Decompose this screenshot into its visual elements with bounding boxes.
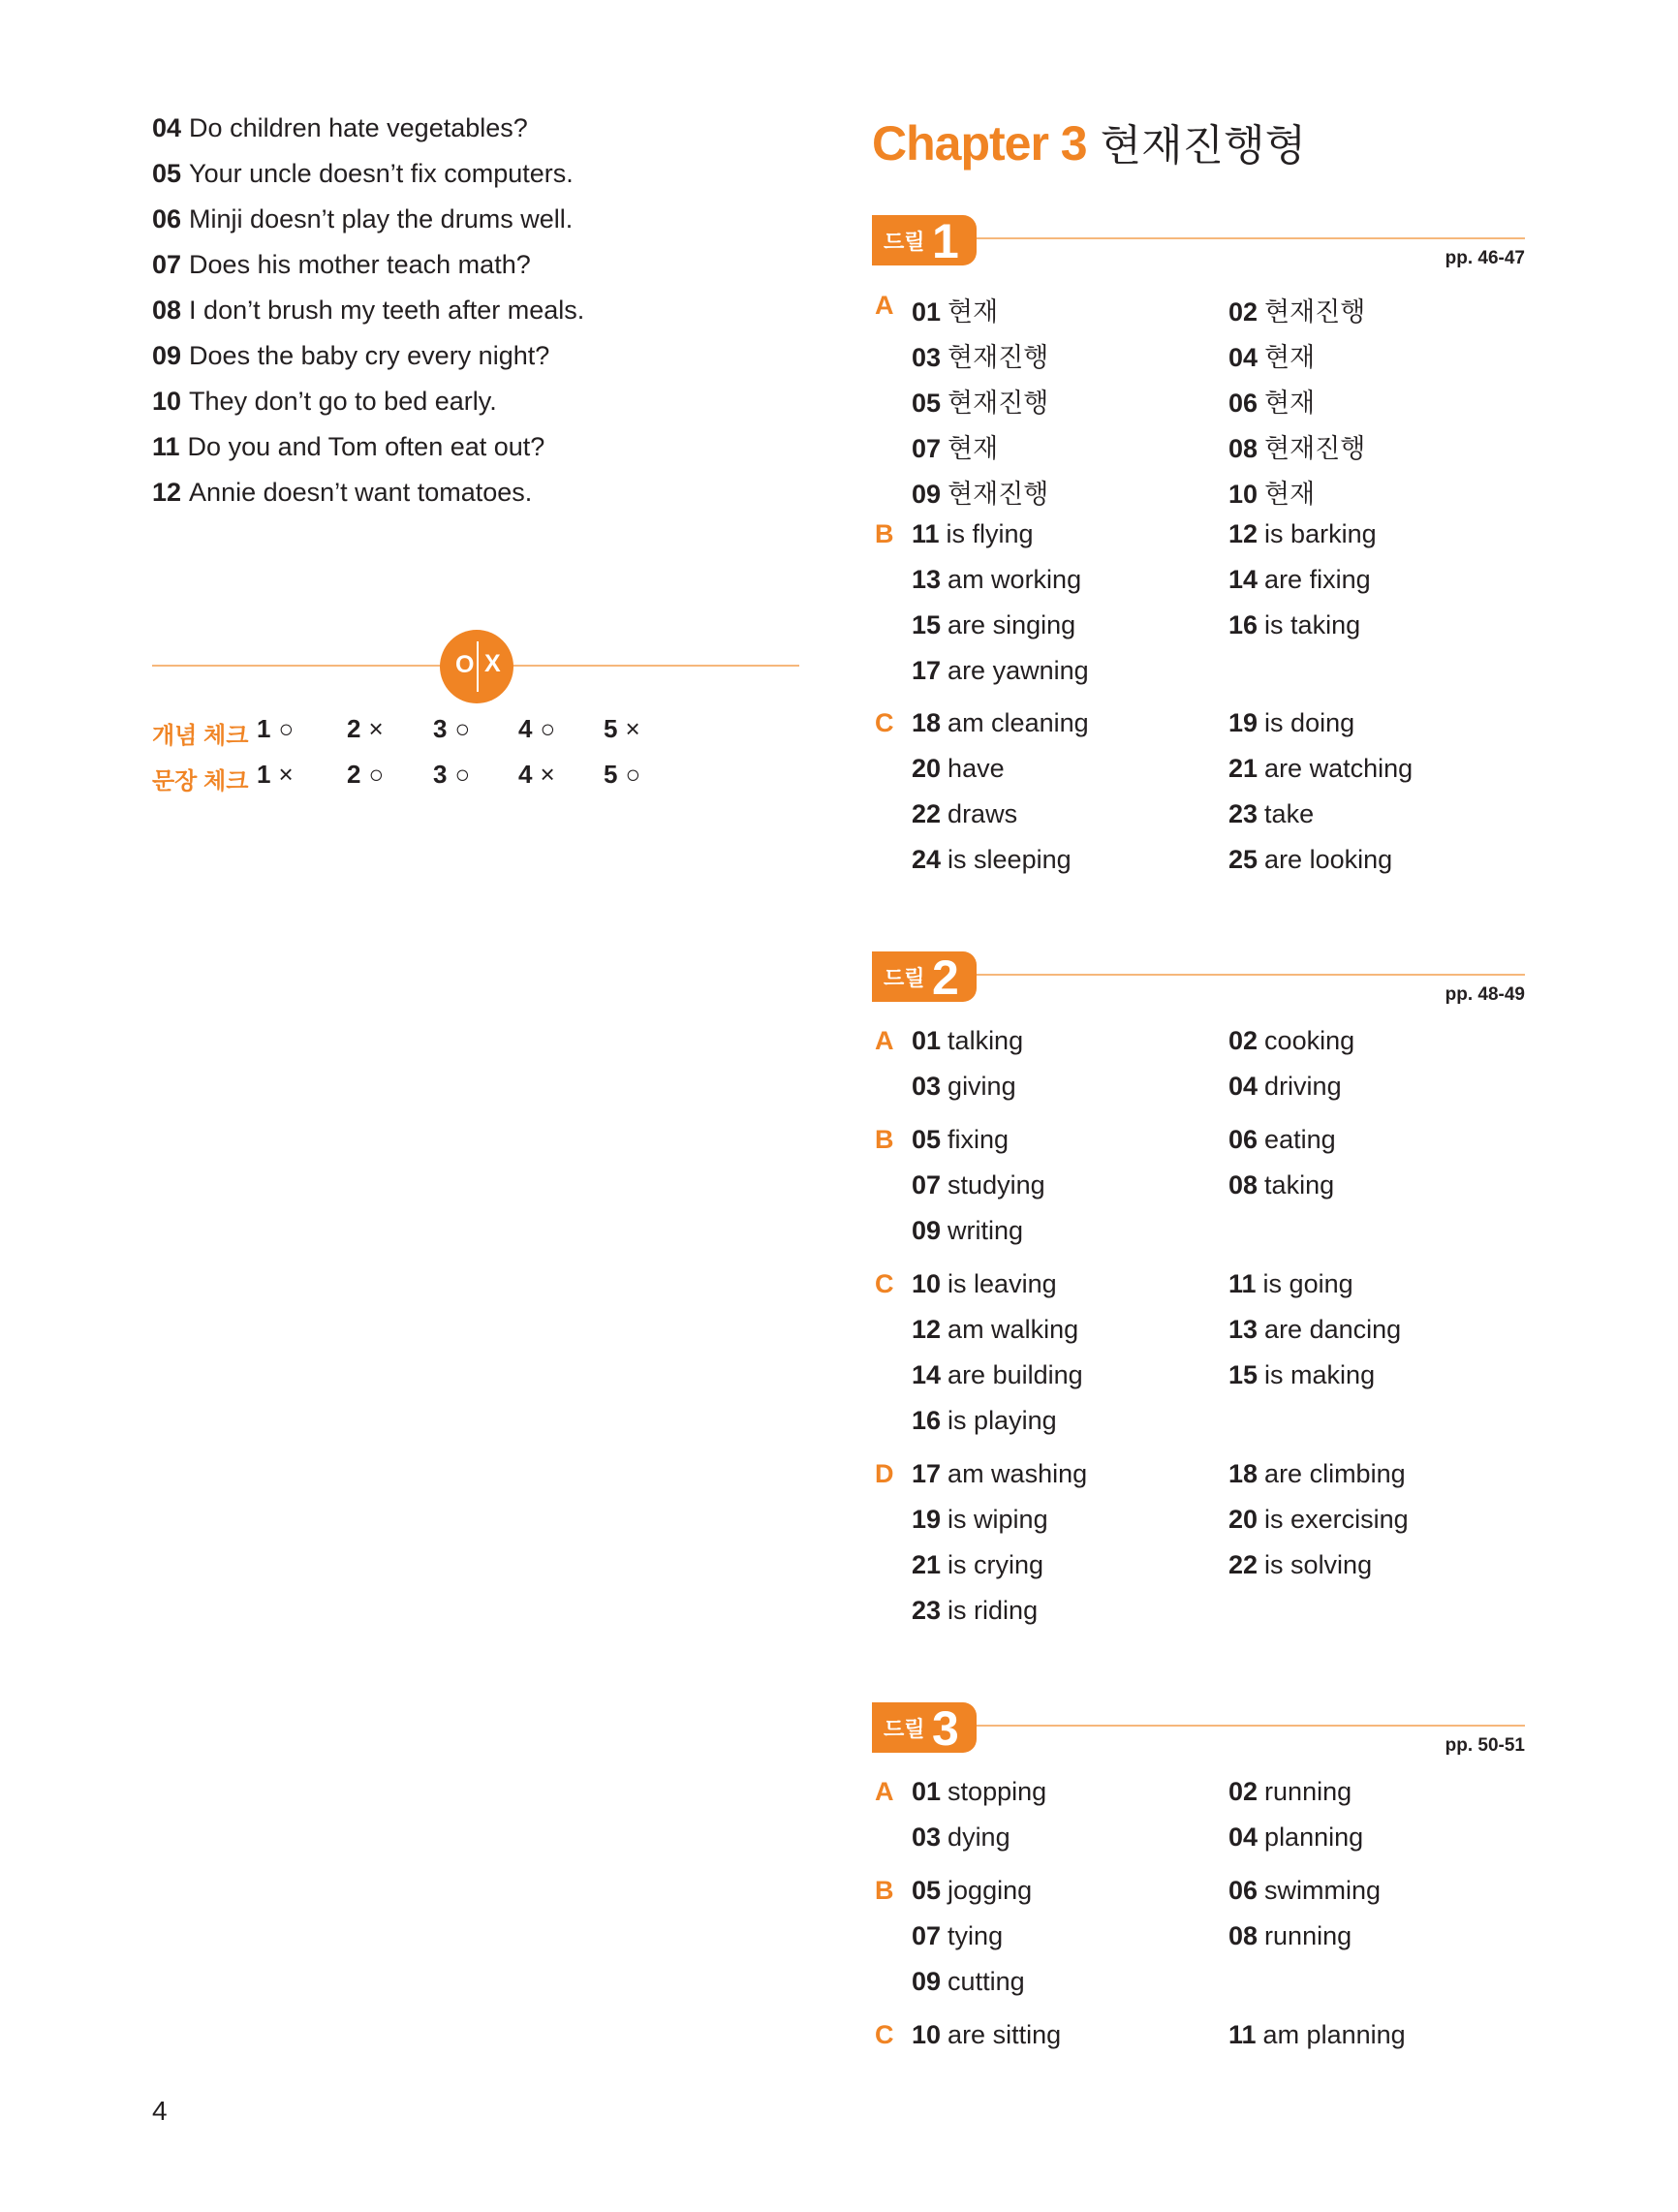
answer-item: 14 are building [912, 1360, 1083, 1389]
answer-item: 11 is flying [912, 519, 1034, 548]
ox-badge-divider [477, 641, 479, 692]
answer-item: 21 are watching [1228, 754, 1414, 783]
concept-check-item: 3 ○ [433, 714, 471, 743]
section-letter: A [875, 1777, 894, 1806]
answer-item: 10 are sitting [912, 2020, 1062, 2049]
answer-item: 09 현재진행 [912, 480, 1049, 509]
section-letter: B [875, 519, 894, 548]
section-letter: B [875, 1876, 894, 1905]
answer-item: 11 am planning [1228, 2020, 1406, 2049]
section-letter: A [875, 1026, 894, 1055]
drill-rule [977, 237, 1525, 239]
section-letter: C [875, 1269, 894, 1298]
section-letter: D [875, 1459, 894, 1488]
answer-line [152, 250, 531, 280]
line-text: Minji doesn’t play the drums well. [189, 204, 574, 234]
line-text: Do children hate vegetables? [189, 113, 528, 142]
sentence-check-item: 3 ○ [433, 760, 471, 789]
ox-badge [440, 630, 513, 703]
drill-tab [872, 214, 977, 268]
section-letter: B [875, 1125, 894, 1154]
concept-check-item: 1 ○ [257, 714, 295, 743]
answer-item: 01 talking [912, 1026, 1024, 1055]
drill-pages: pp. 50-51 [1445, 1735, 1525, 1756]
line-text: Your uncle doesn’t fix computers. [189, 159, 574, 188]
answer-item: 11 is going [1228, 1269, 1353, 1298]
line-text: Annie doesn’t want tomatoes. [189, 478, 533, 507]
answer-item: 09 writing [912, 1216, 1024, 1245]
answer-item: 01 현재 [912, 297, 999, 327]
sentence-check-item: 2 ○ [347, 760, 385, 789]
answer-item: 03 현재진행 [912, 343, 1049, 372]
answer-item: 16 is taking [1228, 610, 1361, 639]
answer-item: 19 is doing [1228, 708, 1355, 737]
drill-tab [872, 950, 977, 1005]
answer-item: 07 tying [912, 1921, 1004, 1950]
answer-line [152, 296, 584, 326]
answer-item: 23 take [1228, 799, 1315, 828]
drill-label: 드릴 [884, 1717, 925, 1741]
drill-number: 2 [932, 950, 959, 1005]
line-number: 06 [152, 204, 182, 234]
sentence-check-label: 문장 체크 [152, 768, 249, 794]
answer-item: 18 am cleaning [912, 708, 1089, 737]
drill-label: 드릴 [884, 230, 925, 254]
answer-item: 07 studying [912, 1170, 1045, 1199]
ox-badge-o: O [455, 651, 475, 678]
line-text: Do you and Tom often eat out? [187, 432, 545, 461]
answer-item: 05 fixing [912, 1125, 1010, 1154]
ox-badge-x: X [484, 650, 501, 677]
drill-number: 1 [932, 214, 959, 268]
line-text: They don’t go to bed early. [189, 387, 497, 416]
answer-item: 20 have [912, 754, 1005, 783]
drill-rule [977, 974, 1525, 976]
line-number: 11 [152, 432, 180, 461]
drill-tab [872, 1701, 977, 1756]
answer-item: 18 are climbing [1228, 1459, 1406, 1488]
section-letter: C [875, 708, 894, 737]
answer-item: 04 현재 [1228, 343, 1316, 372]
answer-item: 16 is playing [912, 1406, 1057, 1435]
answer-item: 03 giving [912, 1072, 1016, 1101]
answer-item: 06 swimming [1228, 1876, 1382, 1905]
drill-number: 3 [932, 1701, 959, 1756]
answer-item: 09 cutting [912, 1967, 1025, 1996]
answer-item: 13 are dancing [1228, 1315, 1402, 1344]
answer-item: 17 am washing [912, 1459, 1088, 1488]
line-number: 04 [152, 113, 182, 142]
chapter-subtitle: 현재진행형 [1100, 122, 1307, 170]
answer-item: 10 현재 [1228, 480, 1316, 509]
drill-pages: pp. 46-47 [1445, 248, 1525, 268]
answer-item: 17 are yawning [912, 656, 1089, 685]
answer-line [152, 341, 549, 371]
answer-item: 20 is exercising [1228, 1505, 1409, 1534]
answer-item: 22 draws [912, 799, 1018, 828]
answer-item: 14 are fixing [1228, 565, 1371, 594]
answer-item: 15 are singing [912, 610, 1076, 639]
line-text: Does the baby cry every night? [189, 341, 550, 370]
line-text: I don’t brush my teeth after meals. [189, 296, 585, 325]
line-number: 10 [152, 387, 182, 416]
answer-line [152, 432, 544, 462]
concept-check-item: 2 × [347, 714, 384, 743]
answer-item: 08 현재진행 [1228, 434, 1366, 463]
concept-check-item: 5 × [604, 714, 640, 743]
concept-check-label: 개념 체크 [152, 723, 249, 749]
chapter-title: Chapter 3 [872, 116, 1087, 171]
answer-item: 13 am working [912, 565, 1082, 594]
sentence-check-item: 1 × [257, 760, 294, 789]
answer-item: 24 is sleeping [912, 845, 1072, 874]
answer-line [152, 159, 574, 189]
line-number: 07 [152, 250, 182, 279]
chapter-heading [872, 110, 1306, 172]
answer-item: 15 is making [1228, 1360, 1376, 1389]
answer-item: 19 is wiping [912, 1505, 1048, 1534]
answer-item: 04 driving [1228, 1072, 1342, 1101]
drill-label: 드릴 [884, 966, 925, 990]
section-letter: C [875, 2020, 894, 2049]
answer-line [152, 387, 497, 417]
answer-line [152, 204, 573, 234]
answer-item: 03 dying [912, 1823, 1010, 1852]
answer-item: 08 running [1228, 1921, 1352, 1950]
answer-item: 08 taking [1228, 1170, 1335, 1199]
answer-item: 02 cooking [1228, 1026, 1355, 1055]
answer-item: 22 is solving [1228, 1550, 1373, 1579]
answer-item: 05 jogging [912, 1876, 1033, 1905]
answer-item: 02 running [1228, 1777, 1352, 1806]
drill-rule [977, 1725, 1525, 1727]
answer-item: 02 현재진행 [1228, 297, 1366, 327]
concept-check-item: 4 ○ [518, 714, 556, 743]
answer-item: 04 planning [1228, 1823, 1364, 1852]
answer-item: 21 is crying [912, 1550, 1044, 1579]
line-number: 09 [152, 341, 182, 370]
answer-item: 23 is riding [912, 1596, 1039, 1625]
sentence-check-item: 4 × [518, 760, 555, 789]
answer-item: 05 현재진행 [912, 389, 1049, 418]
page-number: 4 [152, 2096, 168, 2126]
line-text: Does his mother teach math? [189, 250, 531, 279]
answer-item: 06 현재 [1228, 389, 1316, 418]
answer-line [152, 478, 532, 508]
line-number: 12 [152, 478, 182, 507]
line-number: 08 [152, 296, 182, 325]
answer-item: 25 are looking [1228, 845, 1393, 874]
answer-line [152, 113, 528, 143]
section-letter: A [875, 291, 894, 320]
answer-item: 01 stopping [912, 1777, 1047, 1806]
answer-item: 10 is leaving [912, 1269, 1057, 1298]
sentence-check-item: 5 ○ [604, 760, 641, 789]
answer-item: 07 현재 [912, 434, 999, 463]
answer-item: 12 is barking [1228, 519, 1377, 548]
drill-pages: pp. 48-49 [1445, 984, 1525, 1005]
line-number: 05 [152, 159, 182, 188]
answer-item: 12 am walking [912, 1315, 1079, 1344]
answer-item: 06 eating [1228, 1125, 1336, 1154]
